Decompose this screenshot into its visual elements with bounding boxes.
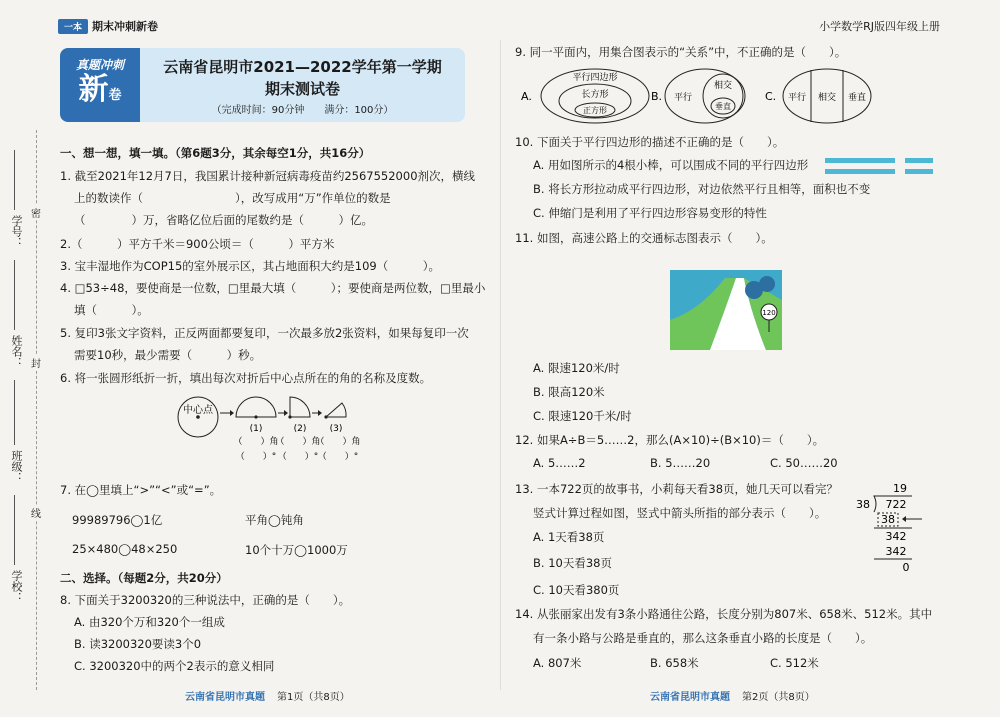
question-10-option-c: C. 伸缩门是利用了平行四边形容易变形的特性 [533, 206, 767, 220]
quotient: 19 [893, 482, 907, 495]
footer-left [185, 688, 350, 703]
footer-left-source: 云南省昆明市真题 [185, 692, 265, 703]
step-2-label: (2) [293, 424, 307, 434]
section-1-heading: 一、想一想，填一填。（第6题3分，其余每空1分，共16分） [60, 146, 371, 160]
school-label: 学校： [10, 570, 23, 603]
question-14-line2: 有一条小路与公路是垂直的，那么这条垂直小路的长度是（ ）。 [533, 631, 873, 645]
question-9: 9. 同一平面内，用集合图表示的“关系”中，不正确的是（ ）。 [515, 45, 847, 59]
question-14: 14. 从张丽家出发有3条小路通往公路，长度分别为807米、658米、512米。其中 [515, 607, 933, 621]
page-divider [500, 40, 501, 690]
parallelogram-text: 平行四边形 [572, 73, 618, 83]
short-stick-1 [905, 158, 933, 163]
question-7: 7. 在◯里填上“>”“<”或“=”。 [60, 483, 222, 497]
half-circle [236, 397, 276, 417]
question-8-option-b: B. 读3200320要读3个0 [74, 637, 202, 651]
question-12-option-c: C. 50……20 [770, 456, 838, 470]
question-11-option-a: A. 限速120米/时 [533, 361, 620, 375]
degree-blank-2: （ ）° [277, 452, 319, 462]
question-10: 10. 下面关于平行四边形的描述不正确的是（ ）。 [515, 135, 785, 149]
header-title: 期末冲刺新卷 [92, 20, 159, 33]
degree-blank-1: （ ）° [235, 452, 277, 462]
step-1-product: 38 [881, 513, 895, 526]
question-14-option-c: C. 512米 [770, 656, 819, 670]
question-12: 12. 如果A÷B＝5……2，那么(A×10)÷(B×10)＝（ ）。 [515, 433, 825, 447]
section-2-heading: 二、选择。（每题2分，共20分） [60, 571, 228, 585]
cut-mark: 线 [31, 505, 41, 520]
question-11: 11. 如图，高速公路上的交通标志图表示（ ）。 [515, 231, 773, 245]
footer-right-page: 第2页（共8页） [742, 692, 815, 703]
student-id-line [14, 150, 15, 210]
question-4-line2: 填（ ）。 [74, 303, 149, 317]
question-8-option-a: A. 由320个万和320个一组成 [74, 615, 225, 629]
class-label: 班级： [10, 450, 23, 483]
question-1-line2: 上的数读作（ ），改写成用“万”作单位的数是 [74, 191, 391, 205]
perpendicular-part: 垂直 [847, 93, 867, 103]
binding-margin [0, 130, 48, 690]
exam-title: 云南省昆明市2021—2022学年第一学期 [163, 58, 442, 76]
logo [60, 48, 140, 122]
perpendicular-text: 垂直 [715, 102, 731, 111]
compare-item-4: 10个十万◯1000万 [245, 543, 348, 557]
center-label: 中心点 [183, 405, 213, 416]
question-12-option-b: B. 5……20 [650, 456, 711, 470]
question-10-option-b: B. 将长方形拉动成平行四边形，对边依然平行且相等，面积也不变 [533, 182, 871, 196]
question-13-option-b: B. 10天看38页 [533, 556, 612, 570]
logo-sub: 卷 [108, 88, 122, 103]
intersect-part: 相交 [817, 93, 837, 103]
speed-sign-value: 120 [762, 309, 776, 317]
student-id-label: 学号： [10, 215, 23, 248]
logo-top: 真题冲刺 [75, 58, 124, 72]
footer-right-source: 云南省昆明市真题 [650, 692, 730, 703]
question-13-option-a: A. 1天看38页 [533, 530, 605, 544]
rectangle-text: 长方形 [581, 90, 609, 100]
footer-left-page: 第1页（共8页） [277, 692, 350, 703]
school-line [14, 495, 15, 565]
parallel-part: 平行 [787, 93, 807, 103]
exam-info: （完成时间：90分钟 满分：100分） [211, 105, 394, 116]
step-1-label: (1) [249, 424, 263, 434]
footer-right [650, 688, 815, 703]
question-5-line2: 需要10秒，最少需要（ ）秒。 [74, 348, 262, 362]
step-2-product: 342 [885, 545, 907, 558]
header-right: 小学数学RJ版四年级上册 [819, 20, 940, 33]
question-2: 2.（ ）平方千米＝900公顷＝（ ）平方米 [60, 237, 335, 251]
question-12-option-a: A. 5……2 [533, 456, 586, 470]
question-13: 13. 一本722页的故事书，小莉每天看38页，她几天可以看完？ [515, 482, 839, 496]
quarter-circle [290, 397, 310, 417]
circle-folding-diagram [170, 395, 370, 465]
question-8: 8. 下面关于3200320的三种说法中，正确的是（ ）。 [60, 593, 351, 607]
divisor: 38 [856, 498, 870, 511]
exam-subtitle: 期末测试卷 [264, 80, 340, 98]
option-c-label: C. [765, 90, 777, 103]
short-stick-2 [905, 169, 933, 174]
angle-name-blank-2: （ ）角 [275, 437, 321, 447]
dividend: 722 [885, 498, 907, 511]
step-3-label: (3) [329, 424, 343, 434]
title-banner [60, 48, 465, 122]
long-stick-2 [825, 169, 895, 174]
question-8-option-c: C. 3200320中的两个2表示的意义相同 [74, 659, 275, 673]
question-1-line3: （ ）万，省略亿位后面的尾数约是（ ）亿。 [74, 213, 373, 227]
question-14-option-b: B. 658米 [650, 656, 699, 670]
tree-2 [759, 276, 775, 292]
cut-mark: 密 [31, 205, 41, 220]
question-13-line2: 竖式计算过程如图，竖式中箭头所指的部分表示（ ）。 [533, 506, 827, 520]
logo-main: 新 [78, 72, 109, 107]
final-remainder: 0 [902, 561, 910, 574]
question-13-option-c: C. 10天看380页 [533, 583, 620, 597]
compare-item-2: 平角◯钝角 [245, 513, 304, 527]
brand-tag: 一本 [58, 19, 88, 34]
option-b-label: B. [651, 90, 663, 103]
question-10-option-a: A. 用如图所示的4根小棒，可以围成不同的平行四边形 [533, 158, 809, 172]
class-line [14, 380, 15, 445]
angle-name-blank-1: （ ）角 [233, 437, 279, 447]
question-3: 3. 宝丰湿地作为COP15的室外展示区，其占地面积大约是109（ ）。 [60, 259, 440, 273]
sticks-figure [825, 156, 935, 178]
angle-name-blank-3: （ ）角 [315, 437, 361, 447]
name-line [14, 260, 15, 330]
eighth-circle [326, 403, 346, 417]
long-division [850, 478, 940, 578]
question-6: 6. 将一张圆形纸折一折，填出每次对折后中心点所在的角的名称及度数。 [60, 371, 432, 385]
set-diagrams [515, 66, 875, 126]
intersect-text: 相交 [713, 81, 733, 91]
compare-item-3: 25×480◯48×250 [72, 542, 178, 556]
name-label: 姓名： [10, 335, 23, 368]
header-left [58, 18, 158, 34]
question-1: 1. 截至2021年12月7日，我国累计接种新冠病毒疫苗约2567552000剂次，横线 [60, 169, 476, 183]
question-11-option-b: B. 限高120米 [533, 385, 605, 399]
question-4: 4. □53÷48，要使商是一位数，□里最大填（ ）；要使商是两位数，□里最小 [60, 281, 486, 295]
compare-item-1: 99989796◯1亿 [72, 513, 163, 527]
cut-mark: 封 [31, 355, 41, 370]
highway-picture [670, 270, 782, 350]
degree-blank-3: （ ）° [317, 452, 359, 462]
question-14-option-a: A. 807米 [533, 656, 582, 670]
parallel-text: 平行 [673, 93, 693, 103]
long-stick-1 [825, 158, 895, 163]
question-5: 5. 复印3张文字资料，正反两面都要复印，一次最多放2张资料，如果每复印一次 [60, 326, 469, 340]
square-text: 正方形 [583, 106, 607, 115]
question-11-option-c: C. 限速120千米/时 [533, 409, 632, 423]
remainder-1: 342 [885, 530, 907, 543]
option-a-label: A. [521, 90, 532, 103]
